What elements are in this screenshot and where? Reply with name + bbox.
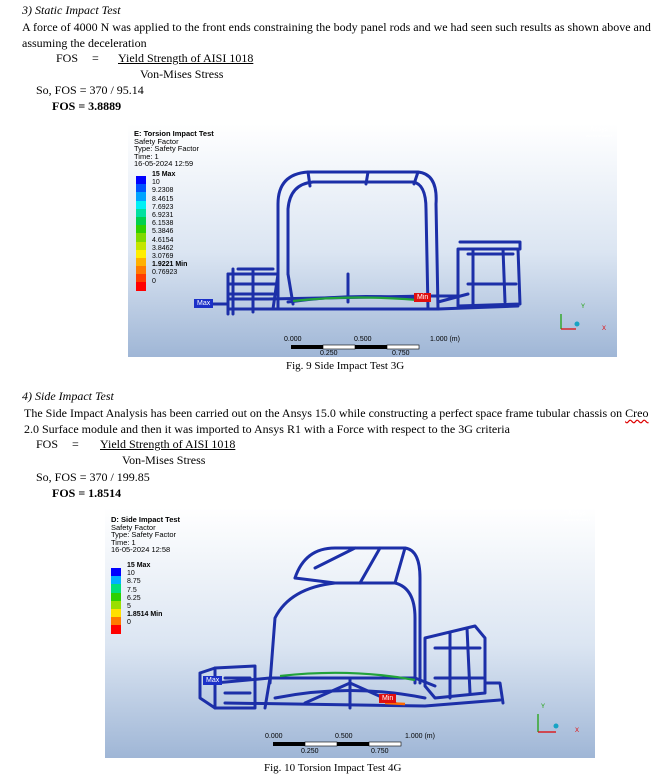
chassis-frame-model <box>105 508 595 758</box>
fos-label: FOS <box>36 437 59 451</box>
scale-label: 0.250 <box>301 748 319 755</box>
legend-label: 8.4615 <box>152 195 174 203</box>
scale-label: 0.750 <box>371 748 389 755</box>
equals-sign: = <box>92 51 99 65</box>
legend-label: 15 Max <box>152 171 176 178</box>
legend-label: 8.75 <box>127 578 141 586</box>
legend-label: 1.9221 Min <box>152 261 188 269</box>
fos-calculation: So, FOS = 370 / 95.14 <box>36 83 144 97</box>
legend-label: 5 <box>127 603 131 611</box>
scale-label: 0.250 <box>320 350 338 357</box>
figure-header: D: Side Impact Test Safety Factor Type: Safety Factor Time: 1 16-05-2024 12:58 <box>111 515 181 554</box>
legend-label: 3.8462 <box>152 244 174 252</box>
equals-sign: = <box>72 437 79 451</box>
figure-10-caption: Fig. 10 Torsion Impact Test 4G <box>264 762 402 774</box>
fos-result: FOS = 1.8514 <box>52 486 122 500</box>
legend-label: 9.2308 <box>152 187 174 195</box>
fos-numerator: Yield Strength of AISI 1018 <box>118 51 254 65</box>
legend-label: 1.8514 Min <box>127 611 163 619</box>
legend-label: 7.5 <box>127 586 137 594</box>
min-marker: Min <box>414 293 431 302</box>
figure-header: E: Torsion Impact Test Safety Factor Type: Safety Factor Time: 1 16-05-2024 12:59 <box>134 129 214 168</box>
legend-label: 3.0769 <box>152 253 174 261</box>
fos-label: FOS <box>56 51 79 65</box>
scale-label: 0.500 <box>354 336 372 343</box>
scale-label: 1.000 (m) <box>405 733 435 740</box>
ansys-logo: Ansys 2024 R1 STUDENT <box>563 511 591 522</box>
legend-label: 10 <box>152 179 160 187</box>
legend-label: 6.9231 <box>152 212 174 220</box>
fos-numerator: Yield Strength of AISI 1018 <box>100 437 236 451</box>
legend-label: 0 <box>152 277 156 285</box>
section-4-body: The Side Impact Analysis has been carried out on the Ansys 15.0 while constructing a perfect space frame tubular chassis on Creo 2.0 Surface module and then it was imported to Ansys R1 with a Force with respect to the 3G criteria <box>24 406 649 436</box>
figure-9-caption: Fig. 9 Side Impact Test 3G <box>286 360 405 372</box>
fos-calculation: So, FOS = 370 / 199.85 <box>36 470 150 484</box>
scale-label: 1.000 (m) <box>430 336 460 343</box>
legend-label: 15 Max <box>127 562 151 569</box>
min-marker: Min <box>379 694 396 703</box>
legend-label: 4.6154 <box>152 236 174 244</box>
fos-denominator: Von-Mises Stress <box>122 453 206 467</box>
scale-label: 0.000 <box>284 336 302 343</box>
legend-label: 5.3846 <box>152 228 174 236</box>
figure-10-simulation <box>105 508 595 758</box>
y-axis-label: Y <box>541 704 546 710</box>
max-marker: Max <box>194 299 213 308</box>
section-3-heading: 3) Static Impact Test <box>22 3 121 17</box>
legend-label: 0 <box>127 619 131 627</box>
legend-label: 6.1538 <box>152 220 174 228</box>
legend-label: 10 <box>127 570 135 578</box>
section-4-heading: 4) Side Impact Test <box>22 389 114 403</box>
scale-label: 0.500 <box>335 733 353 740</box>
legend-label: 7.6923 <box>152 203 174 211</box>
scale-label: 0.750 <box>392 350 410 357</box>
fos-result: FOS = 3.8889 <box>52 99 122 113</box>
chassis-frame-model <box>128 124 617 357</box>
y-axis-label: Y <box>581 304 586 310</box>
x-axis-label: X <box>602 326 607 332</box>
ansys-logo: Ansys 2024 R1 STUDENT <box>585 127 613 138</box>
max-marker: Max <box>203 676 222 685</box>
fos-denominator: Von-Mises Stress <box>140 67 224 81</box>
x-axis-label: X <box>575 728 580 734</box>
legend-label: 0.76923 <box>152 269 178 277</box>
figure-9-simulation <box>128 124 617 357</box>
section-3-body: A force of 4000 N was applied to the front ends constraining the body panel rods and we had seen such results as shown above and assuming the deceleration <box>22 20 651 50</box>
scale-label: 0.000 <box>265 733 283 740</box>
legend-label: 6.25 <box>127 594 141 602</box>
